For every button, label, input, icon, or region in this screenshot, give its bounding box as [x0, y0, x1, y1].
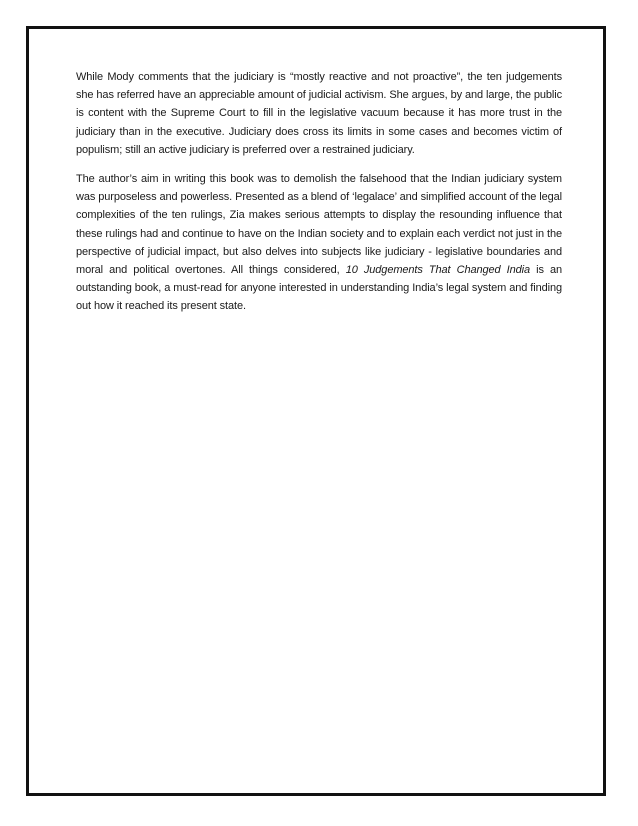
book-title: 10 Judgements That Changed India — [345, 264, 531, 277]
paragraph-2-text-end: is an outstanding book, a must-read for anyone interested in understanding India’s legal system and finding out how it reached its present state. — [76, 264, 562, 313]
paragraph-2-text-start: The author’s aim in writing this book was to demolish the falsehood that the Indian judiciary system was purposeless and powerless. Presented as a blend of ‘legalace’ and simplified account of the legal complexities of the ten rulings, Zia makes serious attempts to display the resounding influence that these rulings had and continue to have on the Indian society and to explain each verdict not just in the perspective of judicial impact, but also delves into subjects like judiciary - legislative boundaries and moral and political overtones. All things considered, — [76, 173, 562, 277]
document-body — [76, 68, 562, 327]
paragraph-1: While Mody comments that the judiciary is “mostly reactive and not proactive”, the ten judgements she has referred have an appreciable amount of judicial activism. She argues, by and large, the public is content with the Supreme Court to fill in the legislative vacuum because it has more trust in the judiciary than in the executive. Judiciary does cross its limits in some cases and becomes victim of populism; still an active judiciary is preferred over a restrained judiciary. — [76, 71, 562, 156]
paragraph-2 — [76, 170, 562, 316]
